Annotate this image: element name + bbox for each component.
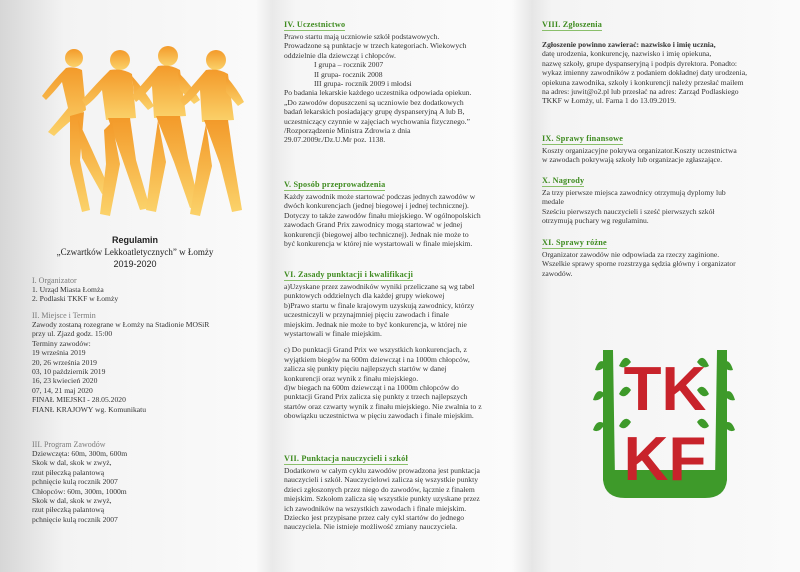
section-line: Dodatkowo w całym cyklu zawodów prowadzona jest punktacja [284, 466, 480, 475]
section-line: badań lekarskich posiadający grupę dyspanseryjną A lub B, [284, 107, 465, 117]
section-title: I. Organizator [32, 276, 77, 285]
left-column [0, 0, 268, 572]
tkkf-letters-bottom: KF [623, 425, 707, 494]
section-line: 16, 23 kwiecień 2020 [32, 376, 98, 386]
section-line: b)Prawo startu w finale krajowym uzyskują zawodnicy, którzy [284, 300, 475, 310]
section-line: 19 września 2019 [32, 348, 86, 358]
tkkf-letters-top: TK [623, 355, 707, 424]
section-line: wyjątkiem biegów na 600m dziewcząt i na 1000m chłopców, [284, 354, 470, 364]
section-line: nazwę szkoły, grupe dyspanseryjną i podpis dyrektora. Ponadto: [542, 58, 738, 68]
section-line: miejskim. Szkołom zalicza się wszystkie punkty uzyskane przez [284, 494, 480, 504]
section-line: Organizator zawodów nie odpowiada za rzeczy zaginione. [542, 250, 720, 259]
section-line: Zawody zostaną rozegrane w Łomży na Stadionie MOSiR [32, 320, 210, 329]
section-line: 29.07.2009r./Dz.U.Mr poz. 1138. [284, 135, 386, 145]
section-line: rzut piłeczką palantową [32, 467, 105, 477]
section-line: Koszty organizacyjne pokrywa organizator.Koszty uczestnictwa [542, 146, 737, 155]
section-line: wystartowali w finale miejskim. [284, 329, 382, 339]
section-line: na adres: juwit@o2.pl lub przesłać na adres: Zarząd Podlaskiego [542, 87, 739, 97]
section-line: /Rozporządzenie Ministra Zdrowia z dnia [284, 126, 411, 136]
section-line: rzut piłeczką palantową [32, 505, 105, 515]
section-line: punktacji Grand Prix zalicza się punkty z trzech najlepszych [284, 392, 468, 402]
section-line: Zgłoszenie powinno zawierać: nazwisko i imię ucznia, [542, 40, 716, 49]
section-line: c) Do punktacji Grand Prix we wszystkich konkurencjach, z [284, 345, 467, 355]
section-uczestnictwo [284, 14, 534, 145]
section-title: III. Program Zawodów [32, 440, 106, 449]
section-line: otrzymują puchary wg regulaminu. [542, 216, 649, 226]
section-spacer [542, 32, 794, 40]
section-title: V. Sposób przeprowadzenia [284, 180, 386, 189]
section-rozne [542, 232, 794, 278]
section-line: dzieci zgłoszonych przez niego do zawodów, łącznie z finałem [284, 484, 475, 494]
section-line: 03, 10 październik 2019 [32, 367, 106, 377]
section-line: ich zawodników na wszystkich zawodach i finale miejskim. [284, 503, 467, 513]
section-line: 07, 14, 21 maj 2020 [32, 385, 93, 395]
section-punktacja-nauczycieli [284, 448, 534, 532]
section-title: VI. Zasady punktacji i kwalifikacji [284, 270, 414, 279]
section-line: zalicza się punkty pięciu najlepszych startów w danej [284, 364, 447, 374]
section-title: VII. Punktacja nauczycieli i szkół [284, 454, 408, 463]
section-line: zawodów. [542, 268, 573, 278]
section-line: Terminy zawodów: [32, 338, 91, 348]
section-line: opiekuna zawodnika, szkoły i konkurencji należy przesłać mailem [542, 77, 744, 87]
section-line: pchnięcie kulą rocznik 2007 [32, 477, 118, 487]
section-program [32, 440, 264, 524]
section-zasady [284, 264, 534, 421]
section-line: obowiązku uczestnictwa w pięciu zawodach i finale miejskim. [284, 411, 474, 421]
section-line: TKKF w Łomży, ul. Farna 1 do 13.09.2019. [542, 96, 677, 106]
section-line: 20, 26 września 2019 [32, 357, 97, 367]
section-line: 2. Podlaski TKKF w Łomży [32, 294, 119, 304]
section-line: wykaz imienny zawodników z podaniem dokładnej daty urodzenia, [542, 68, 747, 78]
middle-column [272, 0, 534, 572]
section-line: Sześciu pierwszych nauczycieli i sześć pierwszych szkół [542, 206, 715, 216]
section-line: 1. Urząd Miasta Łomża [32, 285, 104, 294]
section-line: uczestniczący czynnie w zajęciach wychowania fizycznego.” [284, 116, 470, 126]
section-line: oddzielnie dla dziewcząt i chłopców. [284, 50, 396, 60]
section-line: punktowych oddzielnych dla każdej grupy wiekowej [284, 291, 445, 301]
section-line: przy ul. Zjazd godz. 15:00 [32, 329, 113, 339]
logo-heading: Regulamin [111, 235, 158, 245]
section-spacer [284, 338, 534, 345]
section-sposob [284, 174, 534, 248]
section-organizator [32, 276, 264, 304]
section-line: d)w biegach na 600m dziewcząt i na 1000m chłopców do [284, 383, 459, 393]
section-line: Skok w dal, skok w zwyż, [32, 496, 112, 506]
section-finansowe [542, 128, 794, 165]
tkkf-logo [585, 330, 745, 500]
section-line: miejskim. Jednak nie może to być konkurencja, w której nie [284, 319, 467, 329]
section-line: Chłopców: 60m, 300m, 1000m [32, 486, 127, 496]
section-line: w zawodach pokrywają szkoły lub organizacje zgłaszające. [542, 155, 723, 165]
section-line: III grupa- rocznik 2009 i młodsi [314, 79, 412, 89]
section-line: FINAŁ MIEJSKI - 28.05.2020 [32, 395, 126, 405]
section-line: Dziecko jest przypisane przez cały cykl startów do jednego [284, 513, 465, 523]
section-line: datę urodzenia, konkurencję, nazwisko i imię opiekuna, [542, 49, 712, 59]
section-title: X. Nagrody [542, 176, 585, 185]
section-title: VIII. Zgłoszenia [542, 20, 603, 29]
section-line: startów oraz czwarty wynik z finału miejskiego. Nie zwalnia to z [284, 401, 482, 411]
section-line: pchnięcie kulą rocznik 2007 [32, 514, 118, 524]
section-line: Skok w dal, skok w zwyż, [32, 458, 112, 468]
section-line: a)Uzyskane przez zawodników wyniki przeliczane są wg tabel [284, 282, 475, 291]
section-line: Wszelkie sprawy sporne rozstrzyga sędzia główny i organizator [542, 259, 736, 269]
section-line: nauczycieli i szkół. Nauczycielowi zalicza się wszystkie punkty [284, 475, 478, 485]
section-line: medale [542, 197, 564, 207]
runners-illustration [40, 40, 245, 230]
section-line: Po badania lekarskie każdego uczestnika odpowiada opiekun. [284, 88, 472, 98]
section-line: Za trzy pierwsze miejsca zawodnicy otrzymują dyplomy lub [542, 188, 726, 197]
section-line: Dotyczy to także zawodów finału miejskiego. W ogólnopolskich [284, 210, 481, 220]
section-zgloszenia [542, 14, 794, 106]
section-nagrody [542, 170, 794, 226]
section-line: Dziewczęta: 60m, 300m, 600m [32, 449, 128, 458]
section-line: II grupa- rocznik 2008 [314, 69, 383, 79]
section-line: Prowadzone są punktacje w trzech kategoriach. Wiekowych [284, 41, 467, 51]
section-line: „Do zawodów dopuszczeni są uczniowie bez dodatkowych [284, 97, 464, 107]
section-miejsce [32, 311, 268, 414]
section-line: uczestniczyli w przynajmniej pięciu zawodach i finale [284, 310, 449, 320]
section-title: IV. Uczestnictwo [284, 20, 346, 29]
section-line: FIANŁ KRAJOWY wg. Komunikatu [32, 404, 147, 414]
section-line: konkurencji oraz wynik z finału miejskiego. [284, 373, 419, 383]
section-line: nauczyciela. Nie istnieje możliwość zmiany nauczyciela. [284, 522, 458, 532]
section-line: dwóch konkurencjach (jednej biegowej i jednej technicznej). [284, 201, 469, 211]
section-line: zawodach Grand Prix zawodnicy mogą startować w jednej [284, 220, 463, 230]
section-title: IX. Sprawy finansowe [542, 134, 624, 143]
section-title: XI. Sprawy różne [542, 238, 607, 247]
section-line: Prawo startu mają uczniowie szkół podstawowych. [284, 32, 440, 41]
section-line: Każdy zawodnik może startować podczas jednych zawodów w [284, 192, 476, 201]
section-line: I grupa – rocznik 2007 [314, 60, 384, 70]
section-title: II. Miejsce i Termin [32, 311, 96, 320]
logo-year: 2019-2020 [113, 259, 157, 269]
logo-subtitle: „Czwartków Lekkoatletycznych” w Łomży [56, 247, 214, 257]
section-line: konkurencji (biegowej albo technicznej). Jednak nie może to [284, 229, 469, 239]
section-line: być konkurencja w której nie wystartowali w finale miejskim. [284, 239, 473, 249]
